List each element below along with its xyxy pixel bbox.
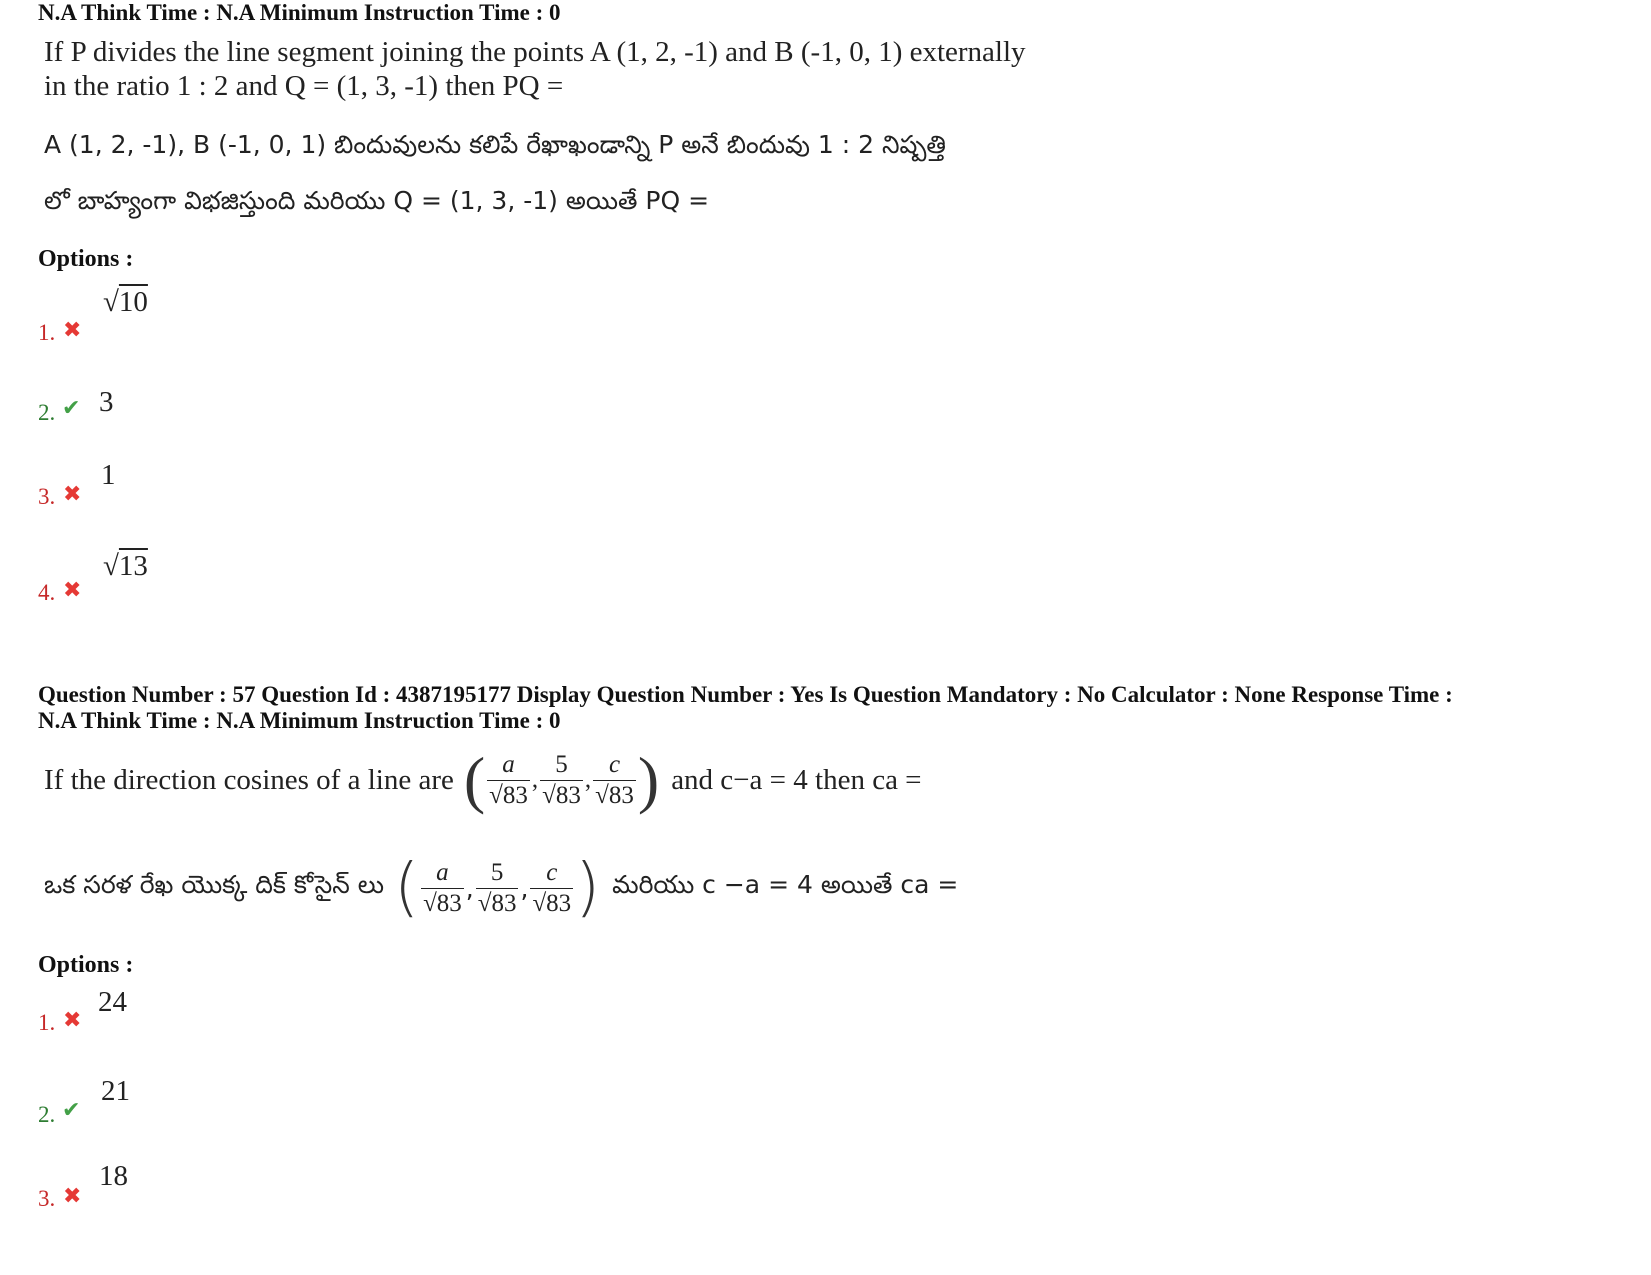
question-text-telugu: ఒక సరళ రేఖ యొక్క దిక్ కోసైన్ లు ( $\frac{a}{√83}$ , $\frac{5}{√83}$ , $\frac{c}{√83}$ ) మరియు c −a = 4 అయితే ca = bbox=[44, 851, 959, 925]
option-number: 1. bbox=[38, 1010, 56, 1035]
options-label: Options : bbox=[38, 246, 134, 272]
question-meta: N.A Think Time : N.A Minimum Instruction Time : 0 bbox=[38, 708, 561, 733]
option-number: 4. bbox=[38, 580, 56, 605]
fraction: $\frac{5}{√83}$ bbox=[477, 858, 517, 917]
check-icon: ✔ bbox=[62, 1098, 81, 1123]
question-prefix: ఒక సరళ రేఖ యొక్క దిక్ కోసైన్ లు bbox=[44, 870, 385, 899]
fraction: $\frac{c}{√83}$ bbox=[595, 750, 634, 809]
question-prefix: If the direction cosines of a line are bbox=[44, 763, 454, 796]
wrong-icon: ✖ bbox=[63, 578, 82, 603]
option-value: √13 bbox=[103, 550, 148, 582]
question-meta: Question Number : 57 Question Id : 4387195177 Display Question Number : Yes Is Question Mandatory : No Calculator : None Response Time : bbox=[38, 682, 1453, 707]
option-value: 3 bbox=[99, 386, 114, 418]
option-value: 24 bbox=[98, 986, 127, 1018]
option-value-radicand: 13 bbox=[118, 550, 148, 582]
question-suffix: మరియు c −a = 4 అయితే ca = bbox=[612, 870, 959, 899]
question-text-english: If P divides the line segment joining the points A (1, 2, -1) and B (-1, 0, 1) externally bbox=[44, 36, 1026, 68]
option-value: √10 bbox=[103, 286, 148, 318]
question-meta: N.A Think Time : N.A Minimum Instruction Time : 0 bbox=[38, 0, 561, 25]
question-text-telugu: A (1, 2, -1), B (-1, 0, 1) బిందువులను కలిపే రేఖాఖండాన్ని P అనే బిందువు 1 : 2 నిష్పత్తి bbox=[44, 130, 946, 159]
wrong-icon: ✖ bbox=[63, 482, 82, 507]
wrong-icon: ✖ bbox=[63, 318, 82, 343]
option-number: 2. bbox=[38, 400, 56, 425]
options-label: Options : bbox=[38, 952, 134, 978]
check-icon: ✔ bbox=[62, 396, 81, 421]
fraction: $\frac{a}{√83}$ bbox=[423, 858, 462, 917]
question-suffix: and c−a = 4 then ca = bbox=[671, 763, 922, 796]
option-number: 3. bbox=[38, 1186, 56, 1211]
option-number: 2. bbox=[38, 1102, 56, 1127]
question-text-english: If the direction cosines of a line are ( $\frac{a}{√83}$ , $\frac{5}{√83}$ , $\frac{c}{√83}$ ) and c−a = 4 then ca = bbox=[44, 744, 922, 815]
option-number: 1. bbox=[38, 320, 56, 345]
option-value: 1 bbox=[101, 459, 116, 491]
option-value-radicand: 10 bbox=[118, 286, 148, 318]
wrong-icon: ✖ bbox=[63, 1008, 82, 1033]
option-number: 3. bbox=[38, 484, 56, 509]
fraction: $\frac{c}{√83}$ bbox=[532, 858, 572, 917]
wrong-icon: ✖ bbox=[63, 1184, 82, 1209]
fraction: $\frac{5}{√83}$ bbox=[542, 750, 581, 809]
fraction: $\frac{a}{√83}$ bbox=[489, 750, 528, 809]
question-text-english: in the ratio 1 : 2 and Q = (1, 3, -1) then PQ = bbox=[44, 70, 564, 102]
question-text-telugu: లో బాహ్యంగా విభజిస్తుంది మరియు Q = (1, 3, -1) అయితే PQ = bbox=[44, 186, 710, 215]
option-value: 21 bbox=[101, 1075, 130, 1107]
option-value: 18 bbox=[99, 1160, 128, 1192]
